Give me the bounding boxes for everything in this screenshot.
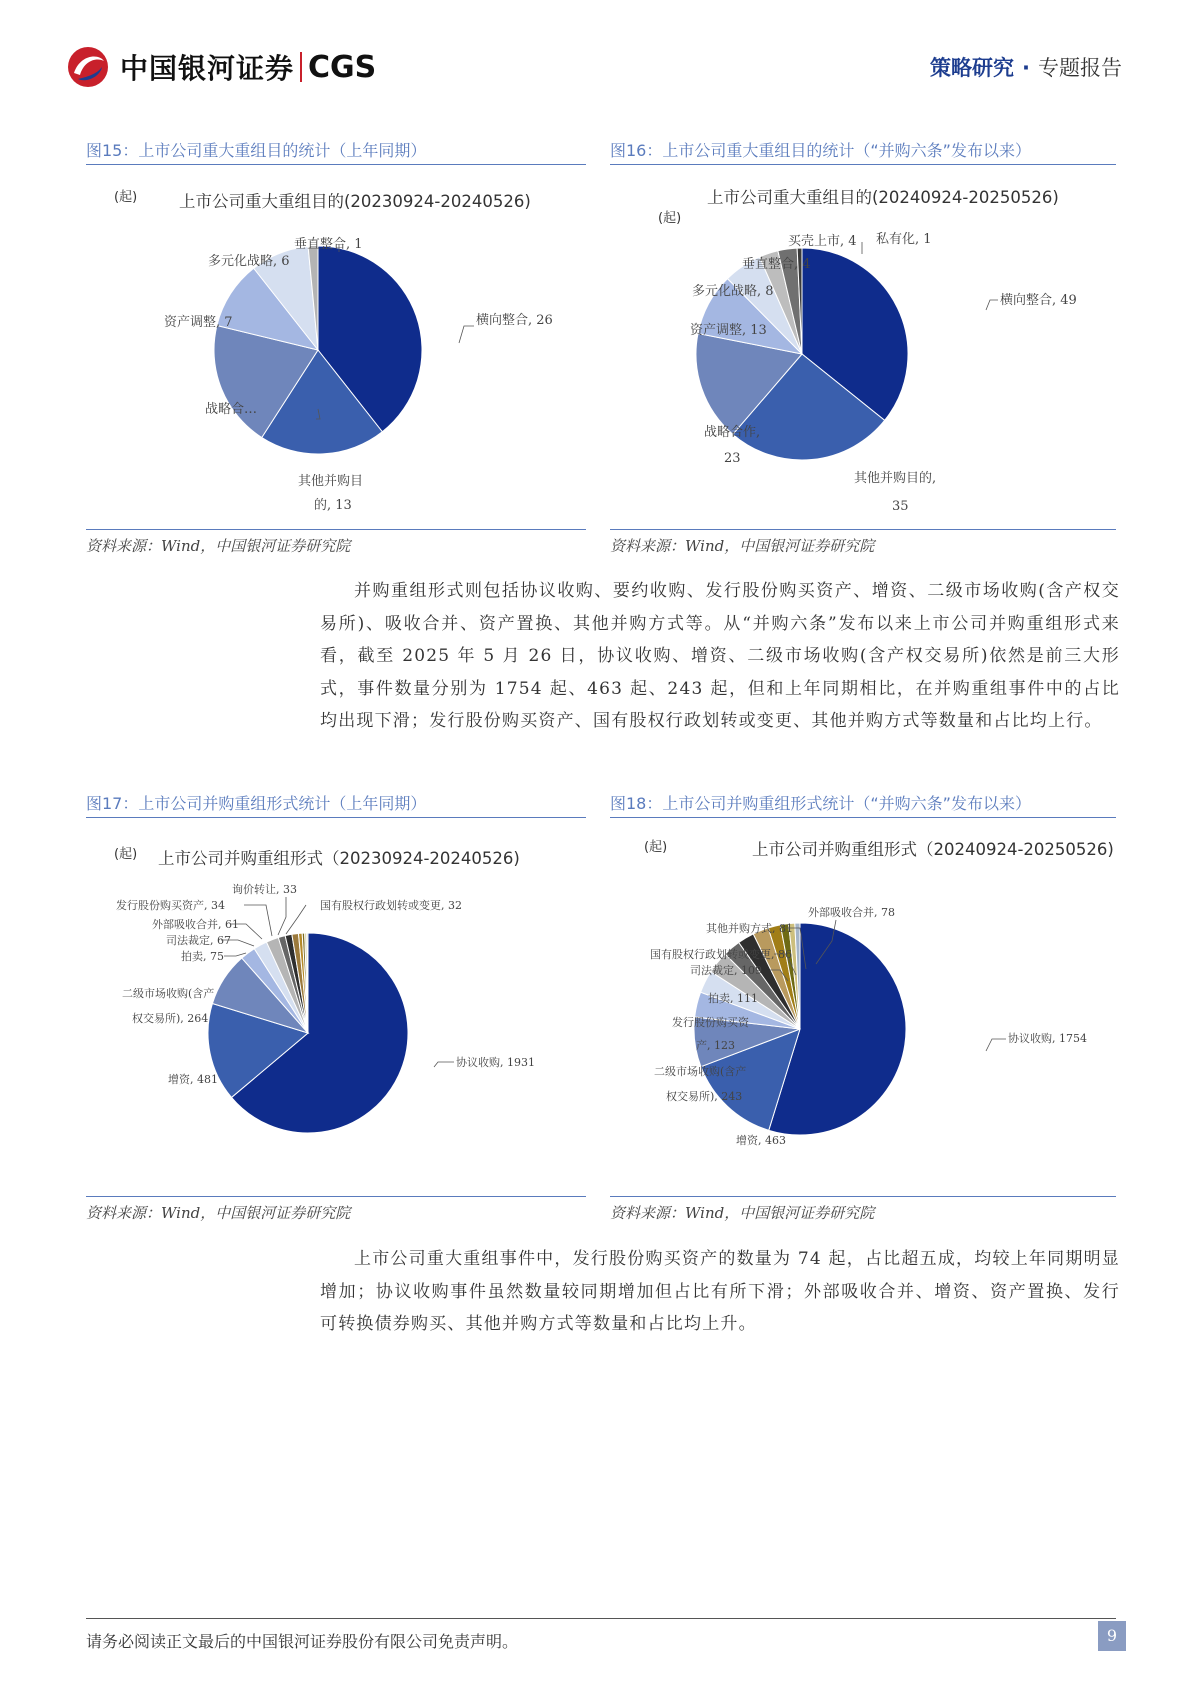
figure-15-source: 资料来源：Wind，中国银河证券研究院 <box>86 537 351 555</box>
logo-separator <box>300 52 302 82</box>
label-backdoor-listing: 买壳上市, 4 <box>788 234 857 249</box>
label-secondary-market-2: 权交易所), 243 <box>666 1090 743 1103</box>
figure-15-title: 图15：上市公司重大重组目的统计（上年同期） <box>86 141 427 160</box>
label-agreement: 协议收购, 1931 <box>456 1056 535 1069</box>
body-paragraph-2 <box>320 1243 1120 1341</box>
figure-15-rule <box>86 164 586 165</box>
figure-17-title: 图17：上市公司并购重组形式统计（上年同期） <box>86 794 427 813</box>
label-inquiry-transfer: 询价转让, 33 <box>232 883 297 896</box>
company-logo <box>66 42 376 92</box>
label-other-purpose-2: 35 <box>892 499 909 514</box>
figure-15-chart <box>86 168 586 532</box>
body-paragraph-1 <box>320 575 1120 738</box>
chart-unit: (起) <box>658 211 682 226</box>
cgs-logo-icon <box>66 45 110 89</box>
chart-title: 上市公司并购重组形式（20230924-20240526) <box>158 849 520 868</box>
label-share-issuance-1: 发行股份购买资 <box>672 1016 749 1029</box>
label-share-issuance: 发行股份购买资产, 34 <box>116 899 225 912</box>
label-other-purpose-2: 的, 13 <box>314 498 352 513</box>
logo-text: 中国银河证券 <box>120 52 295 85</box>
label-other-method: 其他并购方式, 81 <box>706 922 793 935</box>
label-asset-adjust: 资产调整, 13 <box>690 323 767 338</box>
figure-18-source: 资料来源：Wind，中国银河证券研究院 <box>610 1204 875 1222</box>
label-judicial: 司法裁定, 67 <box>166 934 231 947</box>
section-name: 策略研究 <box>930 56 1015 80</box>
figure-16-bottom-rule <box>610 529 1116 530</box>
label-capital-increase: 增资, 463 <box>736 1134 786 1147</box>
label-auction: 拍卖, 75 <box>181 950 224 963</box>
label-strategic-1: 战略合作, <box>704 425 761 440</box>
label-vertical: 垂直整合, 4 <box>742 257 811 272</box>
label-secondary-market-1: 二级市场收购(含产 <box>122 987 215 1000</box>
label-state-equity: 国有股权行政划转或变更, 86 <box>650 948 792 961</box>
paragraph-text: 上市公司重大重组事件中，发行股份购买资产的数量为 74 起，占比超五成，均较上年同期明显增加；协议收购事件虽然数量较同期增加但占比有所下滑；外部吸收合并、增资、资产置换、发行可转换债券购买、其他并购方式等数量和占比均上升。 <box>320 1249 1120 1334</box>
label-other-purpose-1: 其他并购目的, <box>854 471 937 486</box>
label-merger: 外部吸收合并, 61 <box>152 918 239 931</box>
figure-17-rule <box>86 817 586 818</box>
report-type: 专题报告 <box>1038 56 1122 80</box>
chart-title: 上市公司并购重组形式（20240924-20250526) <box>752 840 1114 859</box>
figure-18-rule <box>610 817 1116 818</box>
chart-title: 上市公司重大重组目的(20240924-20250526) <box>707 188 1059 207</box>
chart-unit: (起) <box>114 847 138 862</box>
report-category <box>930 52 1122 82</box>
header-dot: · <box>1022 56 1030 80</box>
figure-17-chart <box>86 821 586 1193</box>
figure-17-bottom-rule <box>86 1196 586 1197</box>
label-asset-adjust: 资产调整, 7 <box>164 315 233 330</box>
label-strategic: 战略合… <box>205 402 258 417</box>
label-state-equity: 国有股权行政划转或变更, 32 <box>320 899 462 912</box>
figure-16-rule <box>610 164 1116 165</box>
label-vertical: 垂直整合, 1 <box>294 237 363 252</box>
label-diversification: 多元化战略, 6 <box>208 254 290 269</box>
label-other-purpose-1: 其他并购目 <box>298 474 364 489</box>
label-horizontal-integration: 横向整合, 26 <box>476 313 553 328</box>
paragraph-text: 并购重组形式则包括协议收购、要约收购、发行股份购买资产、增资、二级市场收购(含产权交易所)、吸收合并、资产置换、其他并购方式等。从“并购六条”发布以来上市公司并购重组形式来看，截至 2025 年 5 月 26 日，协议收购、增资、二级市场收购(含产权交易所)依然是前三大形式，事件数量分别为 1754 起、463 起、243 起，但和上年同期相比，在并购重组事件中的占比均出现下滑；发行股份购买资产、国有股权行政划转或变更、其他并购方式等数量和占比均上行。 <box>320 581 1120 731</box>
figure-16-chart <box>610 168 1116 532</box>
label-diversification: 多元化战略, 8 <box>692 284 774 299</box>
label-judicial: 司法裁定, 109 <box>690 964 762 977</box>
label-secondary-market-2: 权交易所), 264 <box>132 1012 209 1025</box>
label-share-issuance-2: 产, 123 <box>696 1039 735 1052</box>
footer-disclaimer: 请务必阅读正文最后的中国银河证券股份有限公司免责声明。 <box>86 1632 519 1651</box>
chart-unit: (起) <box>644 840 668 855</box>
label-agreement: 协议收购, 1754 <box>1008 1032 1087 1045</box>
figure-17-source: 资料来源：Wind，中国银河证券研究院 <box>86 1204 351 1222</box>
chart-unit: (起) <box>114 190 138 205</box>
label-merger: 外部吸收合并, 78 <box>808 906 895 919</box>
label-capital-increase: 增资, 481 <box>168 1073 218 1086</box>
figure-16-title: 图16：上市公司重大重组目的统计（“并购六条”发布以来） <box>610 141 1031 160</box>
footer-rule <box>86 1618 1116 1619</box>
figure-18-title: 图18：上市公司并购重组形式统计（“并购六条”发布以来） <box>610 794 1031 813</box>
chart-title: 上市公司重大重组目的(20230924-20240526) <box>179 192 531 211</box>
logo-en: CGS <box>308 49 377 85</box>
figure-18-chart <box>610 821 1116 1193</box>
label-privatization: 私有化, 1 <box>876 232 932 247</box>
page-number: 9 <box>1098 1621 1126 1651</box>
label-strategic-2: 23 <box>724 451 741 466</box>
label-secondary-market-1: 二级市场收购(含产 <box>654 1065 747 1078</box>
figure-16-source: 资料来源：Wind，中国银河证券研究院 <box>610 537 875 555</box>
figure-15-bottom-rule <box>86 529 586 530</box>
figure-18-bottom-rule <box>610 1196 1116 1197</box>
label-auction: 拍卖, 111 <box>708 992 758 1005</box>
label-horizontal-integration: 横向整合, 49 <box>1000 293 1077 308</box>
